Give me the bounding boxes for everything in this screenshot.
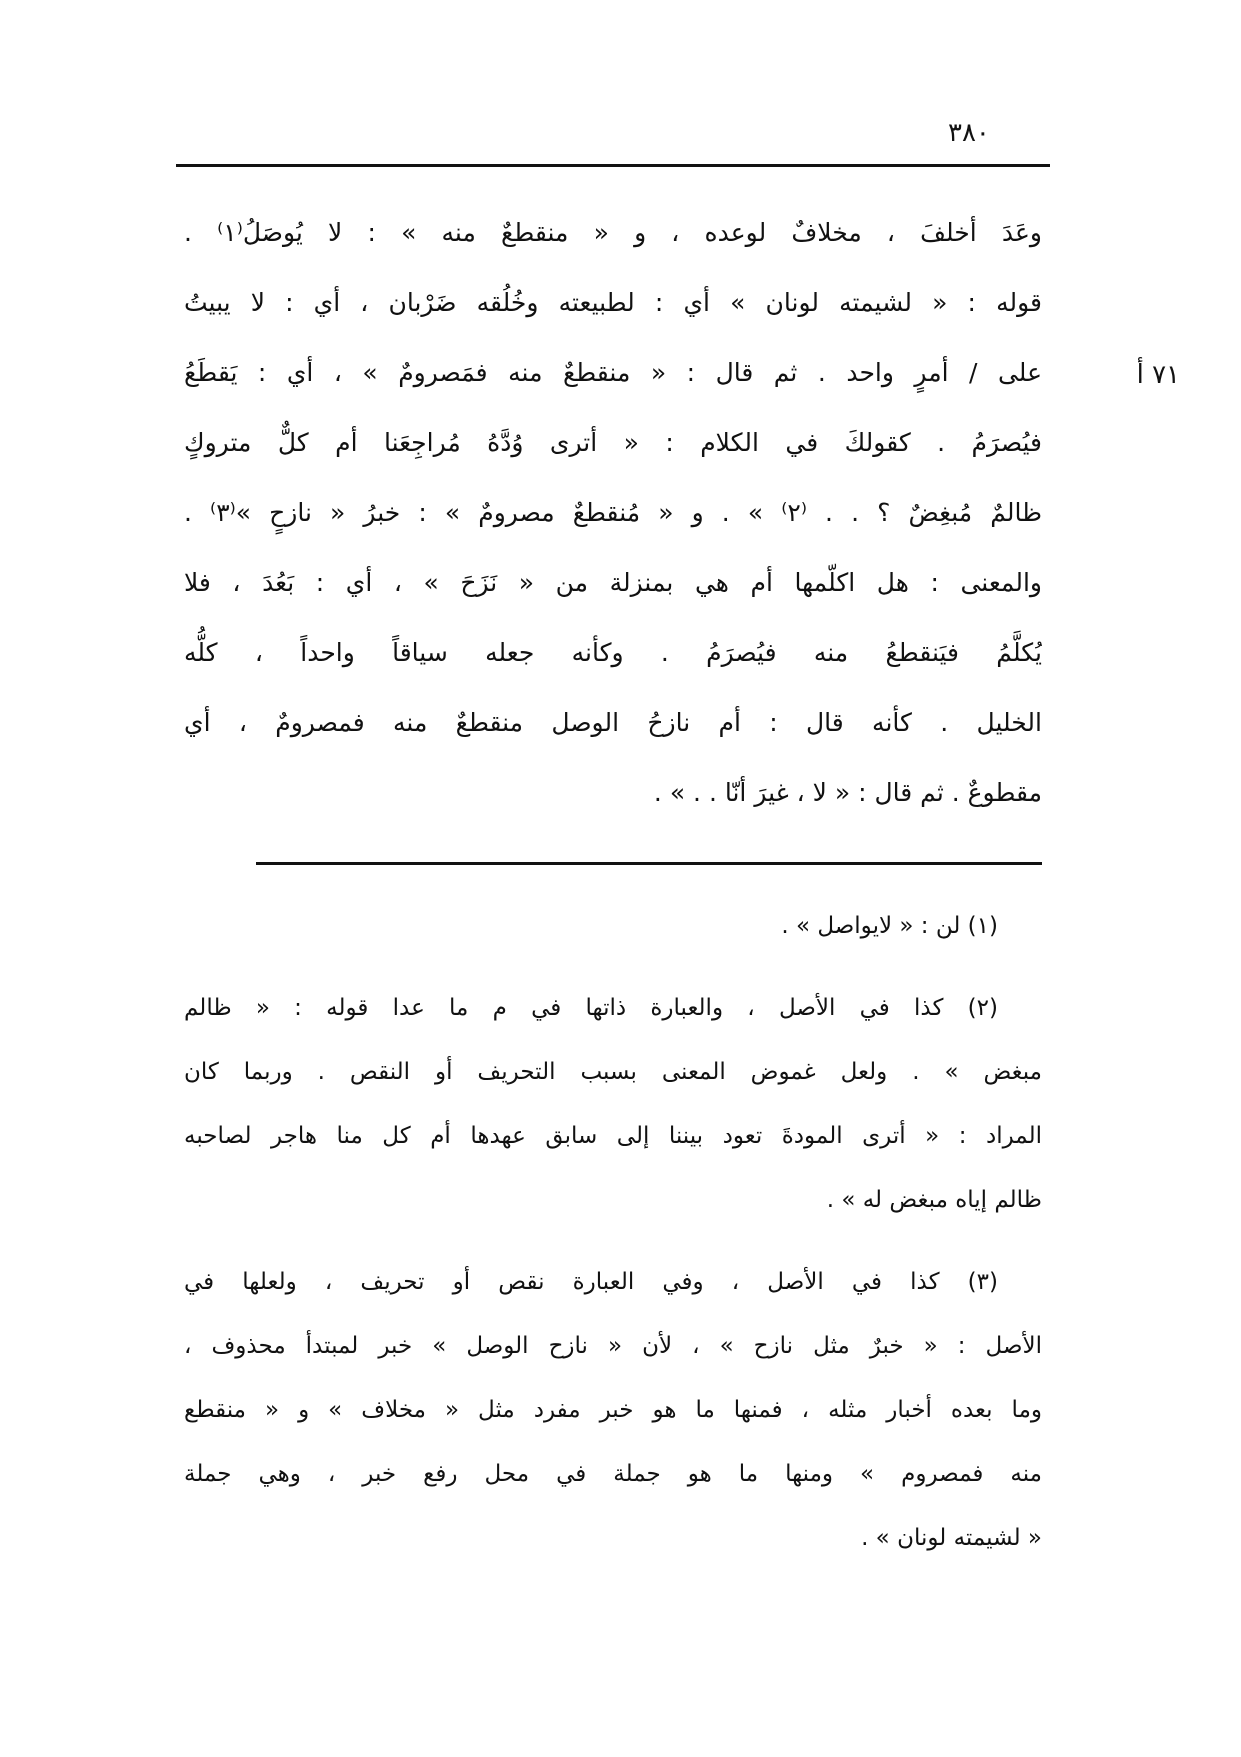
main-text-line: الخليل . كأنه قال : أم نازحُ الوصل منقطعٌ منه فمصرومٌ ، أي bbox=[184, 708, 1042, 737]
footnote-1 bbox=[184, 894, 1042, 958]
main-text-line: يُكلَّمُ فيَنقطعُ منه فيُصرَمُ . وكأنه جعله سياقاً واحداً ، كلُّه bbox=[184, 638, 1042, 667]
main-text-line: على / أمرٍ واحد . ثم قال : « منقطعٌ منه فمَصرومٌ » ، أي : يَقطَعُ bbox=[184, 358, 1042, 387]
manuscript-folio-reference: ٧١ أ bbox=[1136, 360, 1180, 390]
main-text-line: فيُصرَمُ . كقولكَ في الكلام : « أترى وُدَّهُ مُراجِعَنا أم كلٌّ متروكٍ bbox=[184, 428, 1042, 457]
footnote-line: منه فمصروم » ومنها ما هو جملة في محل رفع خبر ، وهي جملة bbox=[184, 1461, 1042, 1487]
main-text-line: قوله : « لشيمته لونان » أي : لطبيعته وخُلُقه ضَرْبان ، أي : لا يبيتُ bbox=[184, 288, 1042, 317]
footnote-line: ظالم إياه مبغض له » . bbox=[826, 1187, 1042, 1213]
main-text-block bbox=[184, 198, 1042, 828]
footnote-separator bbox=[256, 862, 1042, 865]
footnote-3 bbox=[184, 1250, 1042, 1570]
main-text-line: والمعنى : هل اكلّمها أم هي بمنزلة من « نَزَحَ » ، أي : بَعُدَ ، فلا bbox=[184, 568, 1042, 597]
footnote-line: وما بعده أخبار مثله ، فمنها ما هو خبر مفرد مثل « مخلاف » و « منقطع bbox=[184, 1397, 1042, 1423]
footnote-line: مبغض » . ولعل غموض المعنى بسبب التحريف أو النقص . وربما كان bbox=[184, 1059, 1042, 1085]
footnote-line: (٣) كذا في الأصل ، وفي العبارة نقص أو تحريف ، ولعلها في bbox=[184, 1269, 998, 1295]
header-rule bbox=[176, 164, 1050, 167]
footnote-line: « لشيمته لونان » . bbox=[861, 1525, 1042, 1551]
footnote-line: (٢) كذا في الأصل ، والعبارة ذاتها في م ما عدا قوله : « ظالم bbox=[184, 995, 998, 1021]
footnote-2 bbox=[184, 976, 1042, 1232]
main-text-line: مقطوعٌ . ثم قال : « لا ، غيرَ أنّا . . » . bbox=[653, 778, 1042, 807]
page-number: ٣٨٠ bbox=[948, 118, 990, 148]
footnote-line: الأصل : « خبرٌ مثل نازح » ، لأن « نازح الوصل » خبر لمبتدأ محذوف ، bbox=[184, 1333, 1042, 1359]
main-text-line: وعَدَ أخلفَ ، مخلافٌ لوعده ، و « منقطعٌ منه » : لا يُوصَلُ⁽١⁾ . bbox=[184, 218, 1042, 247]
footnote-line: (١) لن : « لايواصل » . bbox=[781, 913, 998, 939]
footnote-line: المراد : « أترى المودةَ تعود بيننا إلى سابق عهدها أم كل منا هاجر لصاحبه bbox=[184, 1123, 1042, 1149]
footnotes-block bbox=[184, 894, 1042, 1588]
main-text-line: ظالمٌ مُبغِضٌ ؟ . . ⁽٢⁾ » . و « مُنقطعٌ مصرومٌ » : خبرُ « نازحٍ »⁽٣⁾ . bbox=[184, 498, 1042, 527]
